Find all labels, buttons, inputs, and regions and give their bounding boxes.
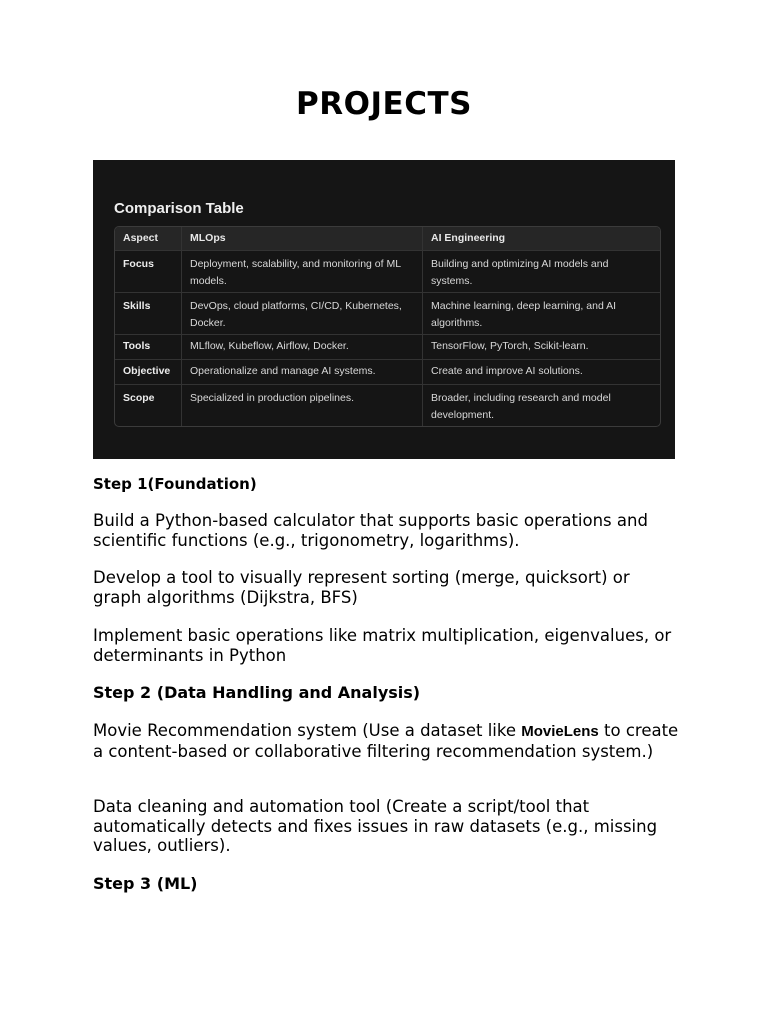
step1-item-matrix-operations: Implement basic operations like matrix multiplication, eigenvalues, or determinants in Python bbox=[93, 626, 672, 665]
header-mlops: MLOps bbox=[182, 227, 423, 250]
step3-heading: Step 3 (ML) bbox=[93, 874, 198, 893]
header-aspect: Aspect bbox=[115, 227, 182, 250]
step1-heading: Step 1(Foundation) bbox=[93, 475, 257, 493]
row-ai-engineering: Create and improve AI solutions. bbox=[431, 365, 583, 377]
row-mlops: Deployment, scalability, and monitoring of ML models. bbox=[182, 251, 423, 292]
movielens-name: MovieLens bbox=[521, 723, 599, 740]
comparison-table-image bbox=[93, 160, 675, 459]
table-row bbox=[115, 359, 660, 384]
row-aspect: Scope bbox=[115, 385, 182, 426]
step2-item-movie-recommendation bbox=[93, 721, 683, 761]
table-row bbox=[115, 384, 660, 426]
comparison-table-title: Comparison Table bbox=[114, 200, 244, 217]
table-row bbox=[115, 334, 660, 359]
row-mlops: DevOps, cloud platforms, CI/CD, Kubernetes, Docker. bbox=[182, 293, 423, 334]
row-aspect: Objective bbox=[115, 360, 182, 384]
header-ai-engineering: AI Engineering bbox=[431, 232, 506, 244]
step2-heading: Step 2 (Data Handling and Analysis) bbox=[93, 683, 421, 702]
row-ai-engineering: TensorFlow, PyTorch, Scikit-learn. bbox=[431, 340, 589, 352]
comparison-table bbox=[114, 226, 661, 427]
row-ai-engineering: Broader, including research and model development. bbox=[431, 392, 611, 421]
row-aspect: Focus bbox=[115, 251, 182, 292]
row-aspect: Tools bbox=[115, 335, 182, 359]
row-mlops: Operationalize and manage AI systems. bbox=[182, 360, 423, 384]
step1-item-calculator: Build a Python-based calculator that supports basic operations and scientific functions (e.g., trigonometry, logarithms). bbox=[93, 511, 648, 550]
table-row bbox=[115, 292, 660, 334]
step2-item-data-cleaning: Data cleaning and automation tool (Create a script/tool that automatically detects and fixes issues in raw datasets (e.g., missing values, outliers). bbox=[93, 797, 658, 855]
step1-item-sorting-visualizer: Develop a tool to visually represent sorting (merge, quicksort) or graph algorithms (Dijkstra, BFS) bbox=[93, 568, 630, 607]
row-ai-engineering: Machine learning, deep learning, and AI algorithms. bbox=[431, 300, 617, 329]
item-text-before: Movie Recommendation system (Use a dataset like bbox=[93, 721, 522, 740]
item-text-after: to create a content-based or collaborative filtering recommendation system.) bbox=[93, 721, 679, 761]
table-header-row bbox=[115, 227, 660, 250]
row-mlops: MLflow, Kubeflow, Airflow, Docker. bbox=[182, 335, 423, 359]
row-ai-engineering: Building and optimizing AI models and systems. bbox=[431, 258, 609, 287]
row-aspect: Skills bbox=[115, 293, 182, 334]
page-title: PROJECTS bbox=[296, 86, 472, 122]
row-mlops: Specialized in production pipelines. bbox=[182, 385, 423, 426]
table-row bbox=[115, 250, 660, 292]
